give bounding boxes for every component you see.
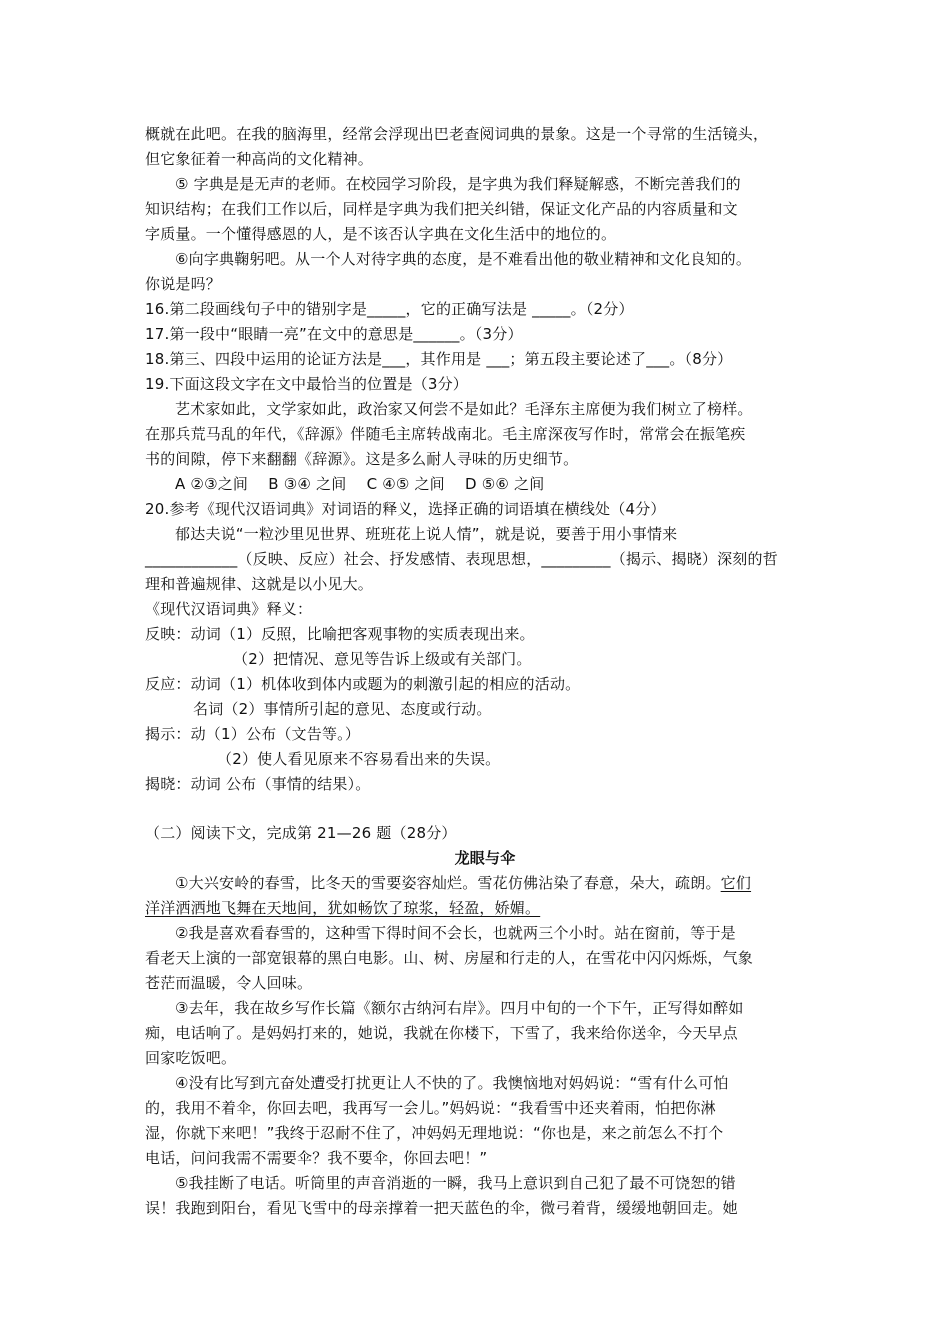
document-page	[145, 122, 825, 1221]
definition-line: 名词（2）事情所引起的意见、态度或行动。	[193, 700, 492, 718]
article-paragraph-3: ③去年，我在故乡写作长篇《额尔古纳河右岸》。四月中旬的一个下午，正写得如醉如	[175, 999, 744, 1017]
definition-jieshi: 揭示：动（1）公布（文告等。）	[145, 725, 361, 743]
definition-line: （2）使人看见原来不容易看出来的失误。	[217, 750, 501, 768]
text-line: 概就在此吧。在我的脑海里，经常会浮现出巴老查阅词典的景象。这是一个寻常的生活镜头，	[145, 125, 769, 143]
article-paragraph-4: ④没有比写到亢奋处遭受打扰更让人不快的了。我懊恼地对妈妈说：“雪有什么可怕	[175, 1074, 729, 1092]
text-line: 看老天上演的一部宽银幕的黑白电影。山、树、房屋和行走的人，在雪花中闪闪烁烁，气象	[145, 949, 754, 967]
question-19: 19.下面这段文字在文中最恰当的位置是（3分）	[145, 375, 469, 393]
text-line: 理和普遍规律、这就是以小见大。	[145, 575, 374, 593]
text-line: 回家吃饭吧。	[145, 1049, 237, 1067]
q19-passage: 艺术家如此，文学家如此，政治家又何尝不是如此？毛泽东主席便为我们树立了榜样。	[175, 400, 753, 418]
q20-passage: 郁达夫说“一粒沙里见世界、班班花上说人情”，就是说，要善于用小事情来	[175, 525, 678, 543]
question-16: 16.第二段画线句子中的错别字是_____，它的正确写法是 _____。（2分）	[145, 300, 634, 318]
question-17: 17.第一段中“眼睛一亮”在文中的意思是______。（3分）	[145, 325, 523, 343]
section-2-heading: （二）阅读下文，完成第 21—26 题（28分）	[145, 824, 457, 842]
text-line: 误！我跑到阳台，看见飞雪中的母亲撑着一把天蓝色的伞，微弓着背，缓缓地朝回走。她	[145, 1199, 738, 1217]
definition-fanying: 反映：动词（1）反照，比喻把客观事物的实质表现出来。	[145, 625, 535, 643]
text-line: 书的间隙，停下来翻翻《辞源》。这是多么耐人寻味的历史细节。	[145, 450, 579, 468]
definition-jiexiao: 揭晓：动词 公布（事情的结果）。	[145, 775, 371, 793]
text-line: 知识结构；在我们工作以后，同样是字典为我们把关纠错，保证文化产品的内容质量和文	[145, 200, 738, 218]
q19-options: A ②③之间 B ③④ 之间 C ④⑤ 之间 D ⑤⑥ 之间	[175, 475, 545, 493]
text-line: 苍茫而温暖，令人回味。	[145, 974, 313, 992]
question-18: 18.第三、四段中运用的论证方法是___，其作用是 ___；第五段主要论述了___。（8分）	[145, 350, 733, 368]
text-line: 在那兵荒马乱的年代，《辞源》伴随毛主席转战南北。毛主席深夜写作时，常常会在振笔疾	[145, 425, 746, 443]
text-span: ①大兴安岭的春雪，比冬天的雪要姿容灿烂。雪花仿佛沾染了春意，朵大，疏朗。	[175, 874, 721, 892]
article-paragraph-2: ②我是喜欢看春雪的，这种雪下得时间不会长，也就两三个小时。站在窗前，等于是	[175, 924, 736, 942]
definition-line: （2）把情况、意见等告诉上级或有关部门。	[233, 650, 532, 668]
definition-fanying-2: 反应：动词（1）机体收到体内或题为的刺激引起的相应的活动。	[145, 675, 581, 693]
article-title: 龙眼与伞	[454, 849, 516, 867]
text-line: 你说是吗？	[145, 275, 222, 293]
question-20: 20.参考《现代汉语词典》对词语的释义，选择正确的词语填在横线处（4分）	[145, 500, 666, 518]
underlined-sentence: 洋洋洒洒地飞舞在天地间，犹如畅饮了琼浆，轻盈，娇媚。	[145, 899, 541, 917]
text-line: 痴，电话响了。是妈妈打来的，她说，我就在你楼下，下雪了，我来给你送伞，今天早点	[145, 1024, 738, 1042]
text-line: 电话，问问我需不需要伞？我不要伞，你回去吧！”	[145, 1149, 488, 1167]
text-line: 但它象征着一种高尚的文化精神。	[145, 150, 374, 168]
article-paragraph-1	[145, 871, 825, 896]
paragraph-5: ⑤ 字典是是无声的老师。在校园学习阶段，是字典为我们释疑解惑，不断完善我们的	[175, 175, 741, 193]
underlined-line	[145, 896, 825, 921]
article-paragraph-5: ⑤我挂断了电话。听筒里的声音消逝的一瞬，我马上意识到自己犯了最不可饶恕的错	[175, 1174, 736, 1192]
underlined-sentence: 它们	[720, 874, 752, 892]
text-line: ____________（反映、反应）社会、抒发感情、表现思想，_________（揭示、揭晓）深刻的哲	[145, 550, 778, 568]
text-line: 的，我用不着伞，你回去吧，我再写一会儿。”妈妈说：“我看雪中还夹着雨，怕把你淋	[145, 1099, 716, 1117]
dictionary-heading: 《现代汉语词典》释义：	[145, 600, 313, 618]
paragraph-6: ⑥向字典鞠躬吧。从一个人对待字典的态度，是不难看出他的敬业精神和文化良知的。	[175, 250, 752, 268]
text-line: 湿，你就下来吧！”我终于忍耐不住了，冲妈妈无理地说：“你也是，来之前怎么不打个	[145, 1124, 724, 1142]
text-line: 字质量。一个懂得感恩的人，是不该否认字典在文化生活中的地位的。	[145, 225, 617, 243]
spacer	[145, 797, 825, 821]
